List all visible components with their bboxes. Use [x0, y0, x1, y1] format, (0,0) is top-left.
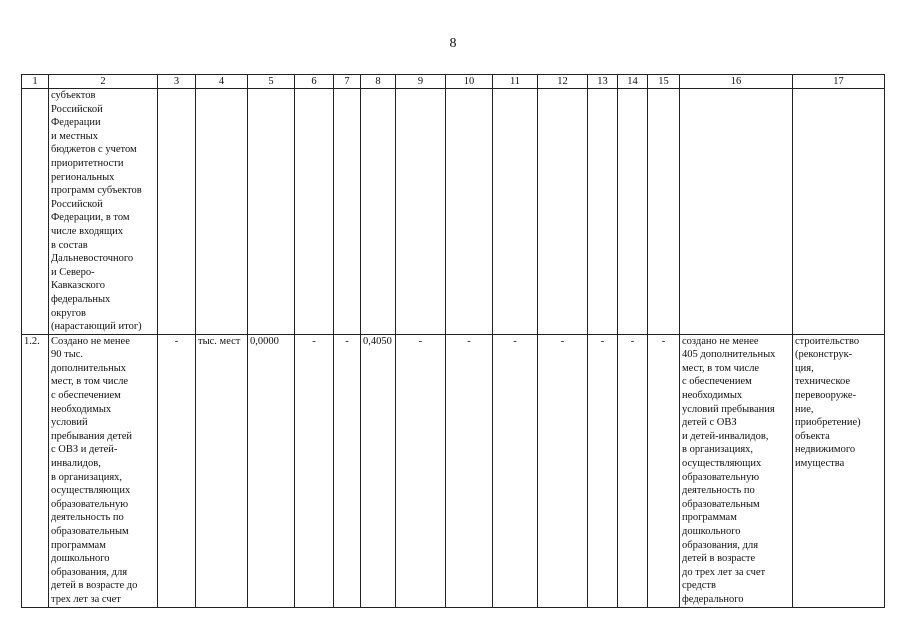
column-number-row: [22, 75, 885, 89]
column-number: 10: [446, 75, 493, 89]
table-cell: [588, 89, 618, 335]
table-cell: -: [295, 334, 334, 607]
column-number: 12: [538, 75, 588, 89]
table-cell: [334, 89, 361, 335]
column-number: 1: [22, 75, 49, 89]
table-cell: [158, 89, 196, 335]
column-number: 11: [493, 75, 538, 89]
indicator-text-cell: субъектов Российской Федерации и местных бюджетов с учетом приоритетности региональных программ субъектов Российской Федерации, в том числе входящих в состав Дальневосточного и Северо- Кавказского федеральных округов (нарастающий итог): [49, 89, 158, 335]
table-cell: -: [648, 334, 680, 607]
column-number: 5: [248, 75, 295, 89]
value-cell: 0,4050: [361, 334, 396, 607]
table-cell: [248, 89, 295, 335]
column-number: 3: [158, 75, 196, 89]
page-number: 8: [449, 36, 457, 51]
column-number: 2: [49, 75, 158, 89]
table-cell: -: [538, 334, 588, 607]
table-cell: [680, 89, 793, 335]
table-cell: [396, 89, 446, 335]
column-number: 13: [588, 75, 618, 89]
table-cell: -: [618, 334, 648, 607]
base-value-cell: 0,0000: [248, 334, 295, 607]
table-row: [22, 89, 885, 335]
column-number: 15: [648, 75, 680, 89]
unit-cell: тыс. мест: [196, 334, 248, 607]
table-cell: -: [158, 334, 196, 607]
table-cell: [22, 89, 49, 335]
table-cell: [648, 89, 680, 335]
table-cell: [295, 89, 334, 335]
column-number: 16: [680, 75, 793, 89]
table-cell: -: [334, 334, 361, 607]
column-number: 8: [361, 75, 396, 89]
table-cell: [196, 89, 248, 335]
table-cell: [793, 89, 885, 335]
table-cell: -: [396, 334, 446, 607]
table-cell: [493, 89, 538, 335]
table-cell: [538, 89, 588, 335]
item-number-cell: 1.2.: [22, 334, 49, 607]
table-row: [22, 334, 885, 607]
table-cell: -: [493, 334, 538, 607]
column-number: 17: [793, 75, 885, 89]
program-table: [21, 74, 885, 608]
indicator-text-cell: Создано не менее 90 тыс. дополнительных мест, в том числе с обеспечением необходимых условий пребывания детей с ОВЗ и детей- инвалидов, в организациях, осуществляющих образовательную деятельность по образовательным программам дошкольного образования, для детей в возрасте до трех лет за счет: [49, 334, 158, 607]
column-number: 14: [618, 75, 648, 89]
column-number: 9: [396, 75, 446, 89]
result-text-cell: создано не менее 405 дополнительных мест, в том числе с обеспечением необходимых условий пребывания детей с ОВЗ и детей-инвалидов, в организациях, осуществляющих образовательную деятельность по образовательным программам дошкольного образования, для детей в возрасте до трех лет за счет средств федерального: [680, 334, 793, 607]
column-number: 4: [196, 75, 248, 89]
table-cell: -: [446, 334, 493, 607]
column-number: 7: [334, 75, 361, 89]
activity-type-cell: строительство (реконструк- ция, техническое перевооруже- ние, приобретение) объекта недвижимого имущества: [793, 334, 885, 607]
table-cell: [446, 89, 493, 335]
table-cell: [618, 89, 648, 335]
table-cell: -: [588, 334, 618, 607]
table-cell: [361, 89, 396, 335]
column-number: 6: [295, 75, 334, 89]
